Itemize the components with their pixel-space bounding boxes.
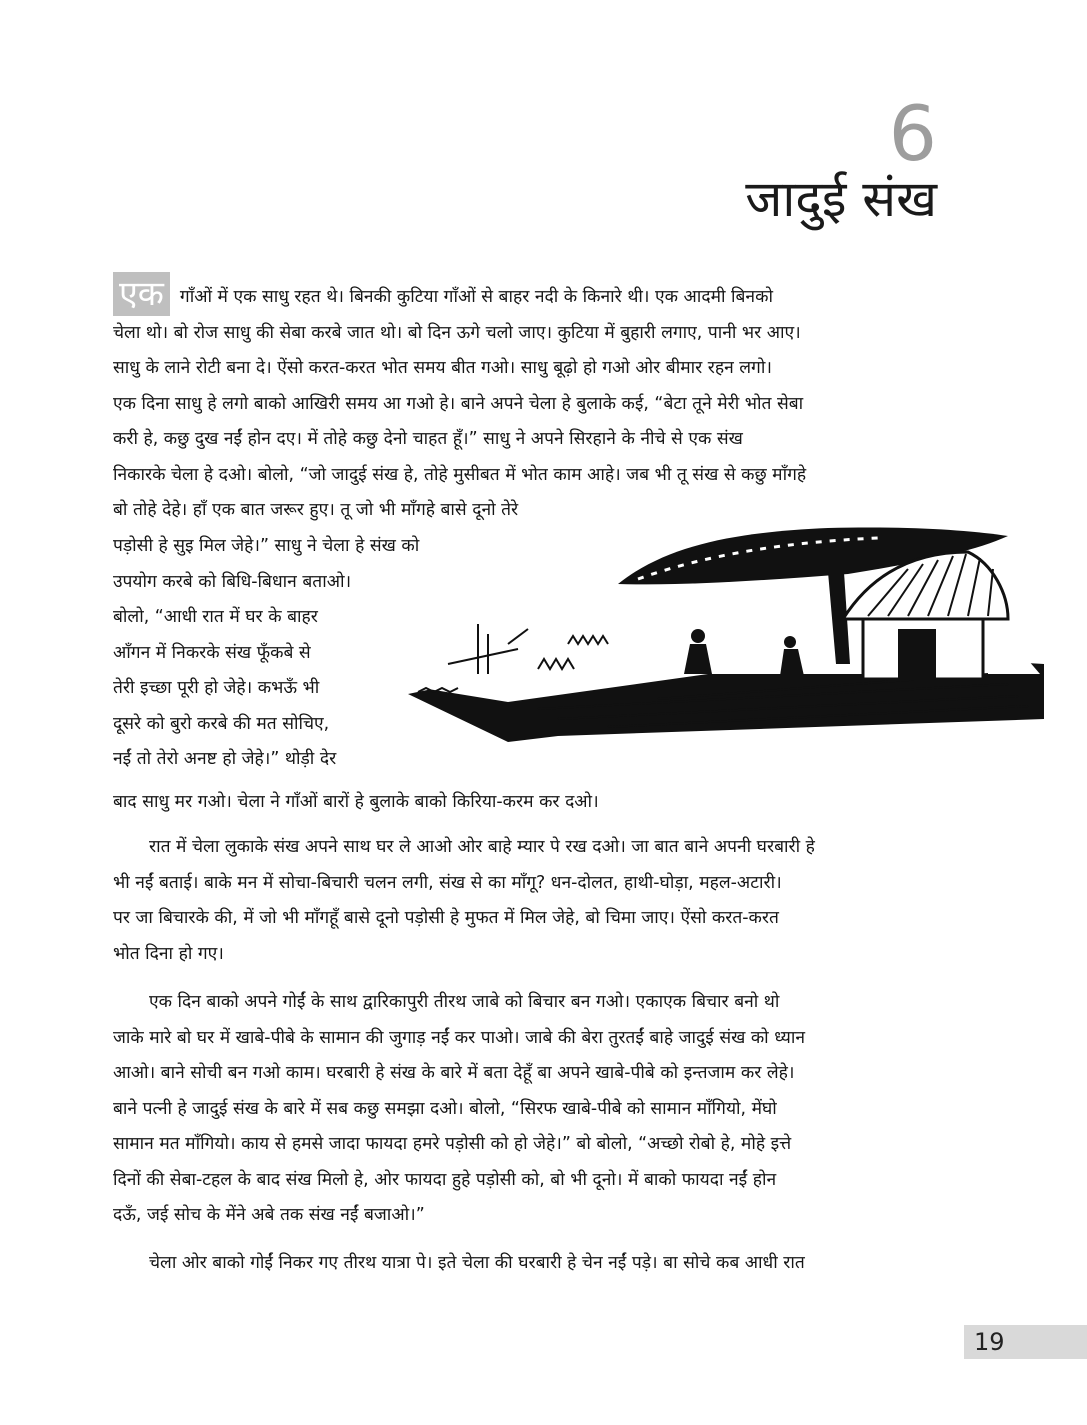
text-line: आँगन में निकरके संख फूँकबे से <box>113 642 311 663</box>
hut-door <box>898 629 936 679</box>
text-line: दऊँ, जई सोच के मेंने अबे तक संख नईं बजाओ।” <box>113 1205 425 1225</box>
text-line: चेला ओर बाको गोईं निकर गए तीरथ यात्रा पे। इते चेला की घरबारी हे चेन नईं पड़े। बा सोचे कब आधी रात <box>149 1253 805 1273</box>
text-line: पड़ोसी हे सुइ मिल जेहे।” साधु ने चेला हे संख को <box>113 536 420 556</box>
text-line <box>113 274 938 316</box>
chapter-title: जादुई संख <box>745 170 937 228</box>
text-line: आओ। बाने सोची बन गओ काम। घरबारी हे संख के बारे में बता देहूँ बा अपने खाबे-पीबे को इन्तजाम कर लेहे। <box>113 1063 795 1083</box>
paragraph-2 <box>113 830 938 972</box>
text-line: बो तोहे देहे। हाँ एक बात जरूर हुए। तू जो भी माँगहे बासे दूनो तेरे <box>113 500 519 520</box>
text-line: बाने पत्नी हे जादुई संख के बारे में सब कछु समझा दओ। बोलो, “सिरफ खाबे-पीबे को सामान माँगियो, मेंघो <box>113 1098 777 1119</box>
chapter-number: 6 <box>888 89 937 178</box>
text-line: जाके मारे बो घर में खाबे-पीबे के सामान की जुगाड़ नईं कर पाओ। जाबे की बेरा तुरतईं बाहे जादुई संख को ध्यान <box>113 1027 805 1048</box>
paragraph-3 <box>113 985 938 1234</box>
text-line: बाद साधु मर गओ। चेला ने गाँओं बारों हे बुलाके बाको किरिया-करम कर दओ। <box>113 792 599 812</box>
text-line: साधु के लाने रोटी बना दे। ऐंसो करत-करत भोत समय बीत गओ। साधु बूढ़ो हो गओ ओर बीमार रहन लगो। <box>113 358 772 378</box>
text-line: भी नईं बताई। बाके मन में सोचा-बिचारी चलन लगी, संख से का माँगू? धन-दोलत, हाथी-घोड़ा, महल-अटारी। <box>113 872 782 893</box>
text-line: बोलो, “आधी रात में घर के बाहर <box>113 607 318 627</box>
text-line: एक दिन बाको अपने गोईं के साथ द्वारिकापुरी तीरथ जाबे को बिचार बन गओ। एकाएक बिचार बनो थो <box>149 992 780 1012</box>
text-line: निकारके चेला हे दओ। बोलो, “जो जादुई संख हे, तोहे मुसीबत में भोत काम आहे। जब भी तू संख से कछु माँगहे <box>113 464 807 485</box>
drop-cap: एक <box>113 272 170 316</box>
text-line: भोत दिना हो गए। <box>113 943 224 964</box>
text-line: उपयोग करबे को बिधि-बिधान बताओ। <box>113 571 352 592</box>
text-line: करी हे, कछु दुख नईं होन दए। में तोहे कछु देनो चाहत हूँ।” साधु ने अपने सिरहाने के नीचे से एक संख <box>113 429 743 449</box>
text-line: दूसरे को बुरो करबे की मत सोचिए, <box>113 713 330 734</box>
paragraph-4 <box>113 1246 938 1282</box>
text-line: गाँओं में एक साधु रहत थे। बिनकी कुटिया गाँओं से बाहर नदी के किनारे थी। एक आदमी बिनको <box>179 287 773 307</box>
text-line: नईं तो तेरो अनष्ट हो जेहे।” थोड़ी देर <box>113 749 337 769</box>
text-line: सामान मत माँगियो। काय से हमसे जादा फायदा हमरे पड़ोसी को हो जेहे।” बो बोलो, “अच्छो रोबो हे, मोहे इत्ते <box>113 1134 792 1154</box>
hut-illustration <box>408 524 1044 742</box>
text-line: तेरी इच्छा पूरी हो जेहे। कभऊँ भी <box>113 678 320 698</box>
paragraph-1-end <box>113 785 938 821</box>
text-line: पर जा बिचारके की, में जो भी माँगहूँ बासे दूनो पड़ोसी हे मुफत में मिल जेहे, बो चिमा जाए। ऐंसो करत-करत <box>113 908 779 928</box>
text-line: चेला थो। बो रोज साधु की सेबा करबे जात थो। बो दिन ऊगे चलो जाए। कुटिया में बुहारी लगाए, पानी भर आए। <box>113 322 801 343</box>
paragraph-1 <box>113 274 938 529</box>
text-line: रात में चेला लुकाके संख अपने साथ घर ले आओ ओर बाहे म्यार पे रख दओ। जा बात बाने अपनी घरबारी हे <box>149 837 815 857</box>
text-line: दिनों की सेबा-टहल के बाद संख मिलो हे, ओर फायदा हुहे पड़ोसी को, बो भी दूनो। में बाको फायदा नईं होन <box>113 1169 777 1190</box>
text-line: एक दिना साधु हे लगो बाको आखिरी समय आ गओ हे। बाने अपने चेला हे बुलाके कई, “बेटा तूने मेरी भोत सेबा <box>113 393 804 414</box>
page-number: 19 <box>974 1328 1005 1356</box>
